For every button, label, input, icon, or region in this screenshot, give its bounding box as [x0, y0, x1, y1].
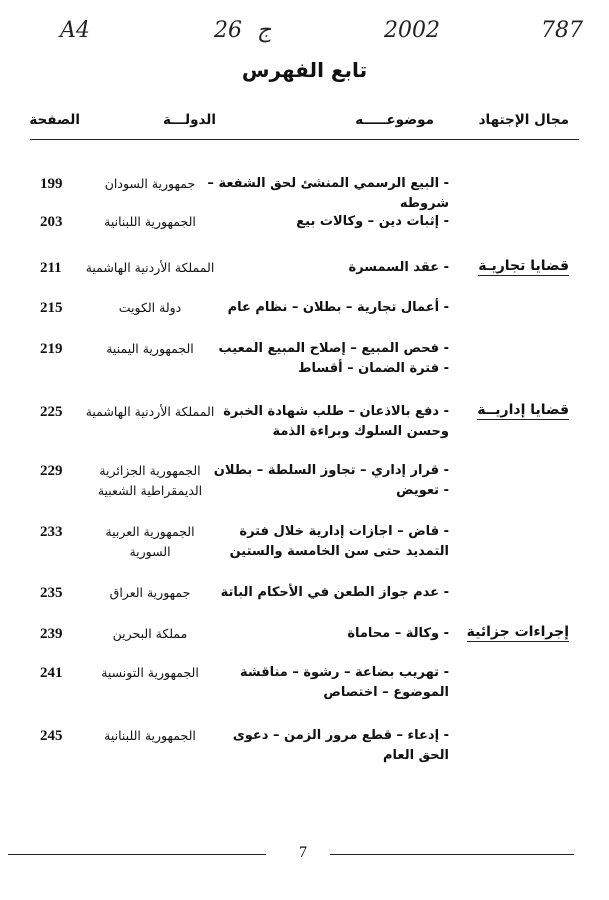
row-country: جمهورية العراق — [109, 585, 191, 600]
row-page: 203 — [40, 214, 63, 230]
header-field: مجال الإجتهاد — [478, 112, 569, 128]
header-divider — [30, 139, 579, 140]
row-country: دولة الكويت — [118, 300, 182, 315]
row-country: المملكة الأردنية الهاشمية — [85, 404, 215, 419]
header-country: الدولـــة — [163, 112, 216, 128]
row-subject: - إثبات دين – وكالات بيع — [296, 214, 449, 229]
row-subject: - فحص المبيع – إصلاح المبيع المعيب - فترة الضمان – أقساط — [218, 341, 449, 376]
row-country: الجمهورية الجزائرية الديمقراطية الشعبية — [97, 463, 203, 498]
row-page: 199 — [40, 176, 63, 192]
footer-page-number: 7 — [299, 844, 307, 861]
row-subject: - عدم جواز الطعن في الأحكام الباتة — [220, 585, 449, 600]
row-subject: - وكالة – محاماة — [347, 626, 449, 641]
row-country: مملكة البحرين — [112, 626, 188, 641]
row-subject: - تهريب بضاعة – رشوة – مناقشة الموضوع – اختصاص — [239, 665, 449, 700]
row-country: الجمهورية اللبنانية — [104, 214, 196, 229]
row-page: 239 — [40, 626, 63, 642]
row-subject: - دفع بالاذعان – طلب شهادة الخبرة وحسن السلوك وبراءة الذمة — [223, 404, 449, 439]
row-page: 235 — [40, 585, 63, 601]
field-administrative: قضايا إداريــة — [477, 402, 569, 418]
row-country: الجمهورية اليمنية — [106, 341, 194, 356]
header-subject: موضوعـــــه — [355, 112, 434, 128]
row-country: الجمهورية اللبنانية — [104, 728, 196, 743]
table-header — [0, 112, 609, 134]
row-page: 229 — [40, 463, 63, 479]
row-page: 219 — [40, 341, 63, 357]
row-subject: - البيع الرسمي المنشئ لحق الشفعة – شروطه — [207, 176, 449, 211]
row-subject: - أعمال تجارية – بطلان – نظام عام — [227, 300, 449, 315]
row-page: 233 — [40, 524, 63, 540]
row-country: المملكة الأردنية الهاشمية — [85, 260, 215, 275]
page-title: تابع الفهرس — [241, 58, 368, 82]
row-subject: - عقد السمسرة — [348, 260, 449, 275]
handwritten-number: 26 — [214, 18, 242, 43]
footer-rule-right — [330, 854, 574, 855]
row-subject: - قاض – اجازات إدارية خلال فترة التمديد حتى سن الخامسة والستين — [229, 524, 449, 559]
field-criminal: إجراءات جزائية — [466, 624, 569, 640]
field-commercial: قضايا تجاريـة — [478, 258, 569, 274]
handwritten-year: 2002 — [384, 18, 440, 43]
row-subject: - قرار إداري – تجاوز السلطة – بطلان - تعويض — [213, 463, 449, 498]
handwritten-page-code: 787 — [541, 18, 583, 43]
row-page: 215 — [40, 300, 63, 316]
header-page: الصفحة — [29, 112, 80, 128]
row-page: 245 — [40, 728, 63, 744]
row-country: الجمهورية التونسية — [101, 665, 199, 680]
row-country: جمهورية السودان — [104, 176, 196, 191]
row-subject: - إدعاء – قطع مرور الزمن – دعوى الحق العام — [232, 728, 449, 763]
row-page: 225 — [40, 404, 63, 420]
row-country: الجمهورية العربية السورية — [105, 524, 195, 559]
handwritten-code-a4: A4 — [60, 18, 90, 43]
row-page: 211 — [40, 260, 62, 276]
handwritten-number-26 — [214, 18, 271, 43]
footer-rule-left — [8, 854, 266, 855]
row-page: 241 — [40, 665, 63, 681]
handwritten-volume-mark: ج — [257, 18, 272, 43]
